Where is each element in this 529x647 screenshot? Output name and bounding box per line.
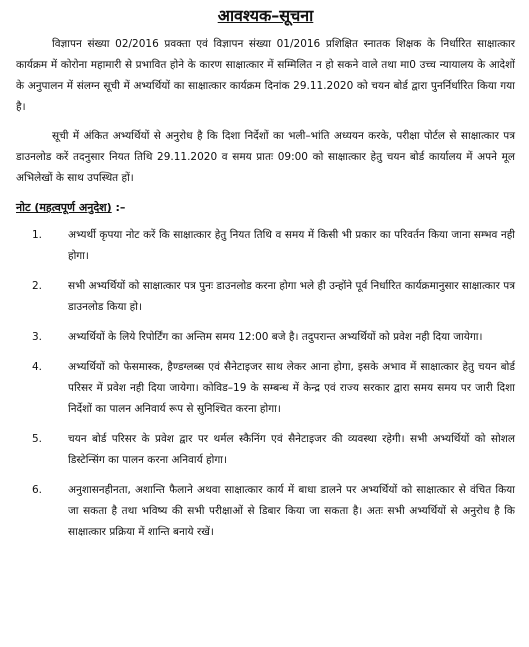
list-item-number: 2. xyxy=(32,280,43,292)
intro-paragraph: विज्ञापन संख्या 02/2016 प्रवक्ता एवं विज्ञापन संख्या 01/2016 प्रशिक्षित स्नातक शिक्षक के निर्धारित साक्षात्कार कार्यक्रम में कोरोना महामारी से प्रभावित होने के कारण साक्षात्कार में सम्मिलित न हो सकने वाले तथा मा0 उच्च न्यायालय के आदेशों के अनुपालन में संलग्न सूची में अभ्यर्थियों का साक्षात्कार कार्यक्रम दिनांक 29.11.2020 को चयन बोर्ड द्वारा पुनर्निर्धारित किया गया है। xyxy=(16,38,515,113)
list-item-text: अनुशासनहीनता, अशान्ति फैलाने अथवा साक्षात्कार कार्य में बाधा डालने पर अभ्यर्थियों को साक्षात्कार से वंचित किया जा सकता है तथा भविष्य की सभी परीक्षाओं से डिबार किया जा सकता है। अतः सभी अभ्यर्थियों से अनुरोध है कि साक्षात्कार प्रक्रिया में शान्ति बनाये रखें। xyxy=(68,484,515,538)
list-item-number: 3. xyxy=(32,331,43,343)
list-item-number: 4. xyxy=(32,361,43,373)
list-item-text: चयन बोर्ड परिसर के प्रवेश द्वार पर थर्मल स्कैनिंग एवं सैनेटाइजर की व्यवस्था रहेगी। सभी अभ्यर्थियों को सोशल डिस्टेन्सिंग का पालन करना अनिवार्य होगा। xyxy=(68,433,515,466)
list-item xyxy=(16,225,515,267)
note-heading-suffix: :– xyxy=(111,201,126,214)
list-item xyxy=(16,327,515,348)
instructions-list xyxy=(16,225,515,543)
list-item-text: अभ्यर्थी कृपया नोट करें कि साक्षात्कार हेतु नियत तिथि व समय में किसी भी प्रकार का परिवर्तन किया जाना सम्भव नही होगा। xyxy=(68,229,515,262)
list-item xyxy=(16,357,515,420)
list-item xyxy=(16,429,515,471)
list-item xyxy=(16,276,515,318)
list-item-number: 1. xyxy=(32,229,43,241)
list-item-text: अभ्यर्थियों के लिये रिपोर्टिंग का अन्तिम समय 12:00 बजे है। तदुपरान्त अभ्यर्थियों को प्रवेश नही दिया जायेगा। xyxy=(68,331,483,343)
list-item xyxy=(16,480,515,543)
list-item-text: अभ्यर्थियों को फेसमास्क, हैण्डग्लब्स एवं सैनेटाइजर साथ लेकर आना होगा, इसके अभाव में साक्षात्कार हेतु चयन बोर्ड परिसर में प्रवेश नही दिया जायेगा। कोविड–19 के सम्बन्ध में केन्द्र एवं राज्य सरकार द्वारा समय समय पर जारी दिशा निर्देशों का पालन अनिवार्य रूप से सुनिश्चित करना होगा। xyxy=(68,361,515,415)
note-heading-label: नोट (महत्वपूर्ण अनुदेश) xyxy=(16,201,112,214)
instruction-paragraph: सूची में अंकित अभ्यर्थियों से अनुरोध है कि दिशा निर्देशों का भली–भांति अध्ययन करके, परीक्षा पोर्टल से साक्षात्कार पत्र डाउनलोड करें तदनुसार नियत तिथि 29.11.2020 व समय प्रातः 09:00 को साक्षात्कार हेतु चयन बोर्ड कार्यालय में अपने मूल अभिलेखों के साथ उपस्थित हों। xyxy=(16,130,515,184)
list-item-text: सभी अभ्यर्थियों को साक्षात्कार पत्र पुनः डाउनलोड करना होगा भले ही उन्होंने पूर्व निर्धारित कार्यक्रमानुसार साक्षात्कार पत्र डाउनलोड किया हो। xyxy=(68,280,515,313)
list-item-number: 6. xyxy=(32,484,43,496)
note-heading xyxy=(16,199,515,217)
notice-title: आवश्यक–सूचना xyxy=(217,6,314,25)
list-item-number: 5. xyxy=(32,433,43,445)
